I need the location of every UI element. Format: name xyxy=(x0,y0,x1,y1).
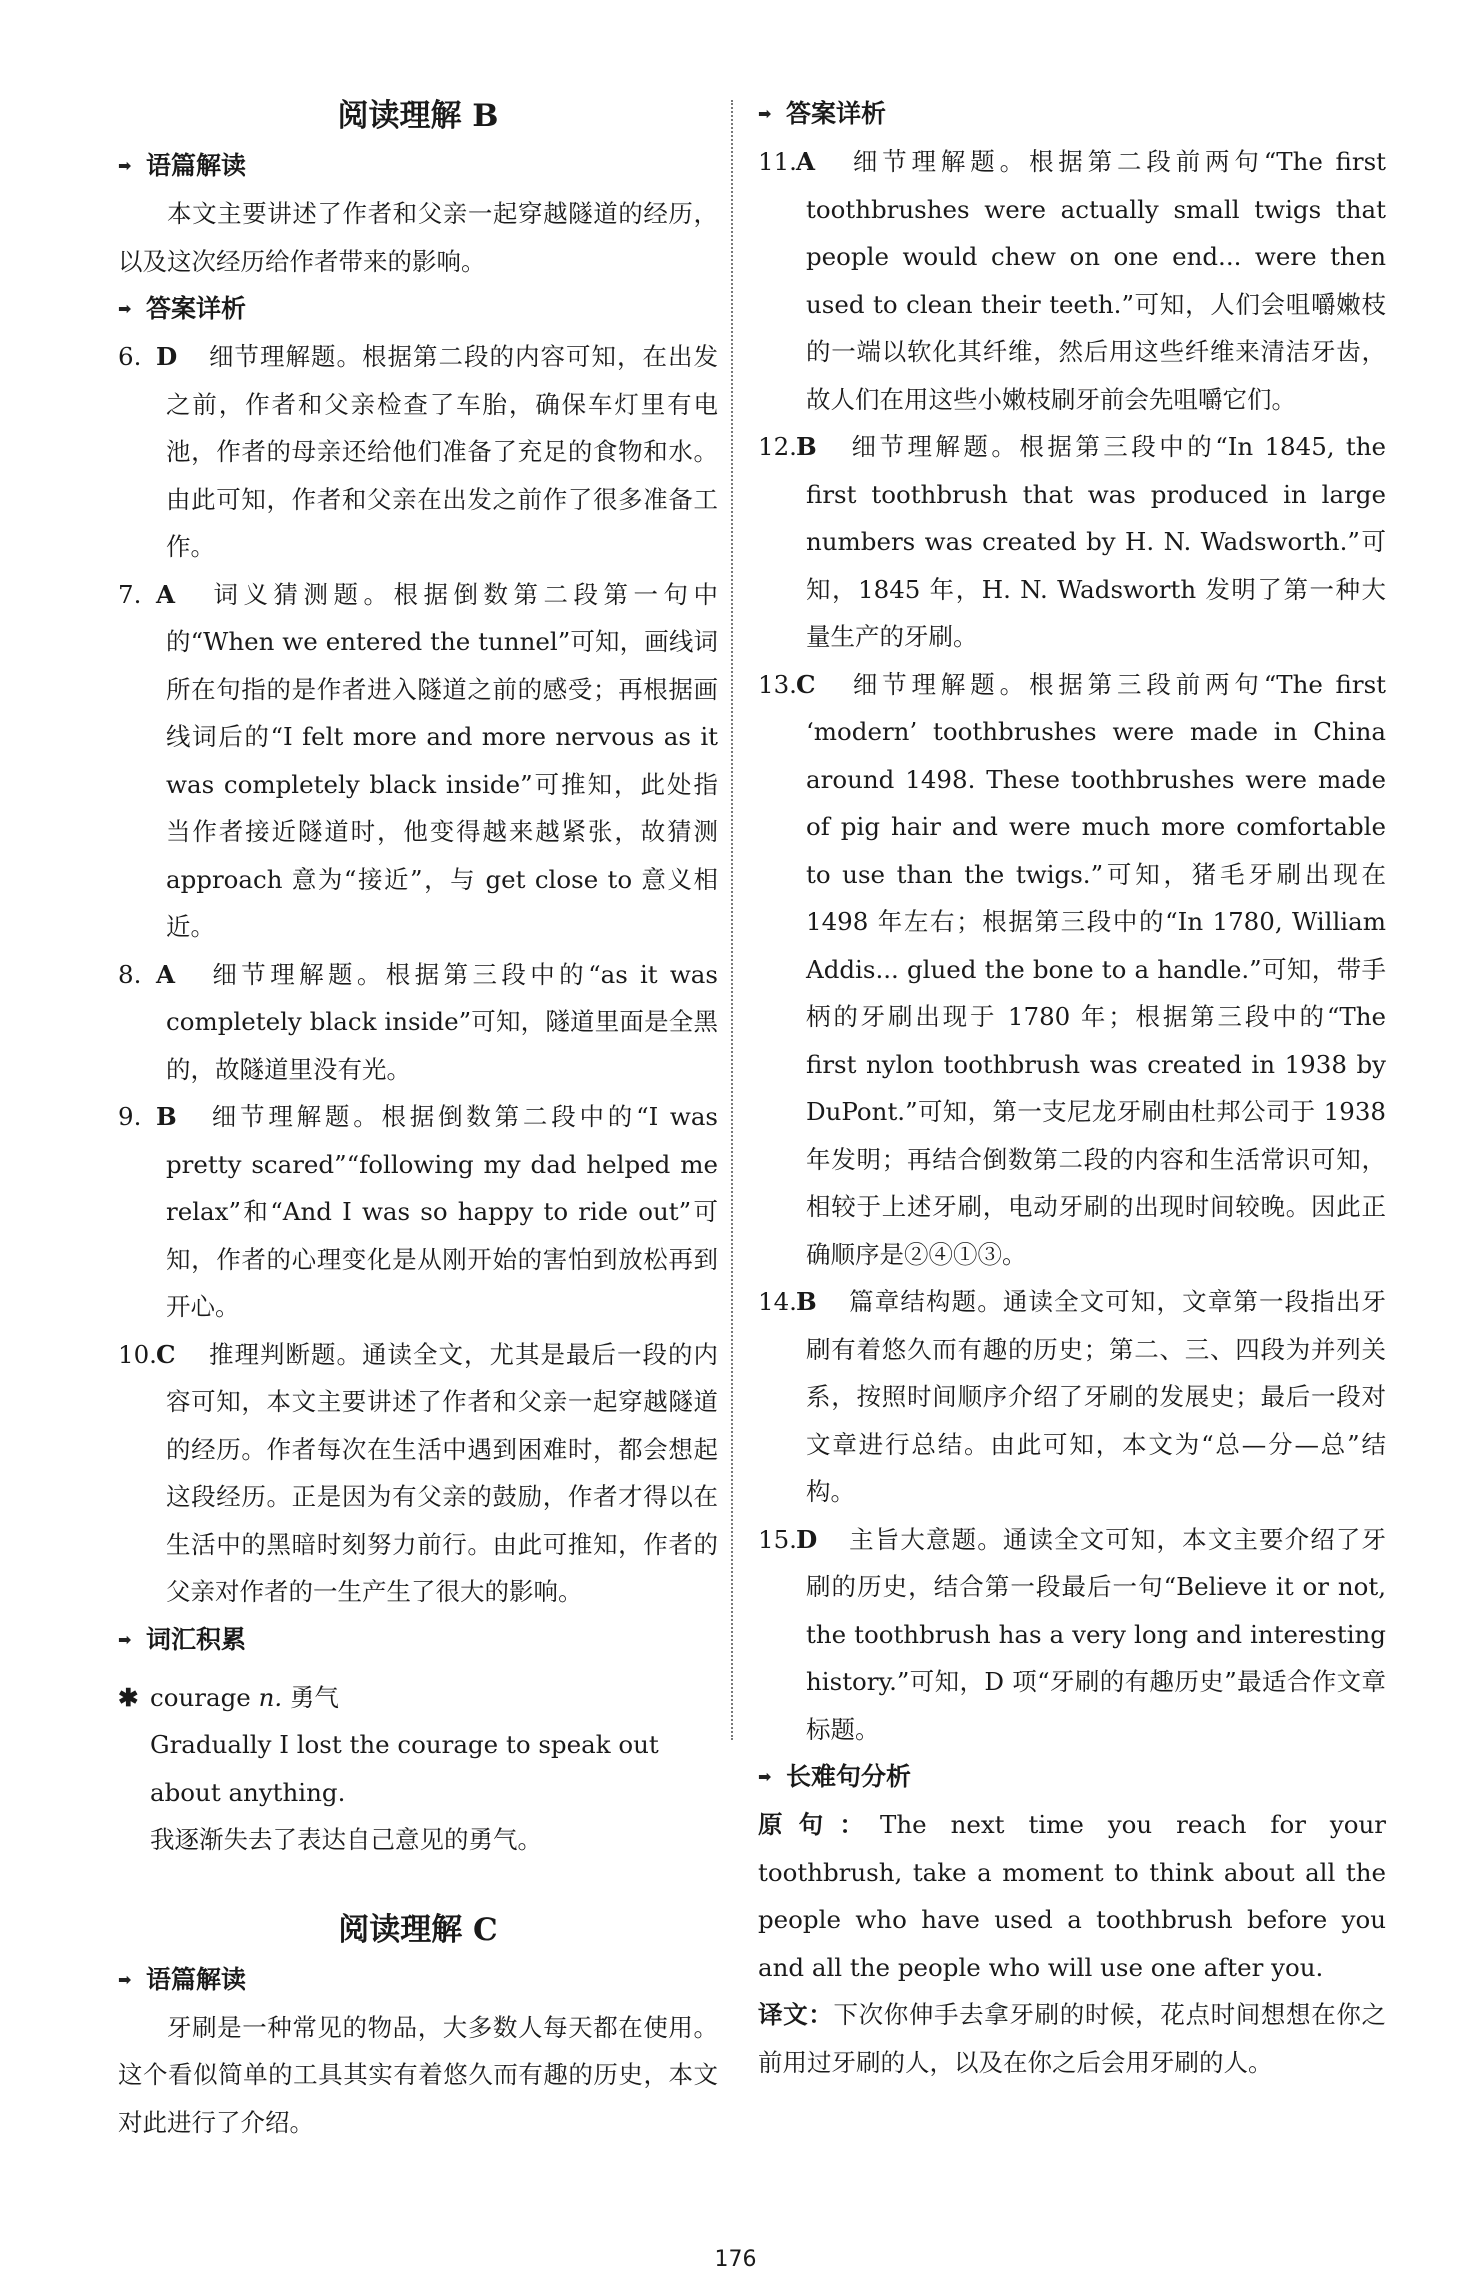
item-answer: D xyxy=(796,1524,818,1554)
vocab-headword-line xyxy=(118,1674,718,1722)
section-title-reading-c: 阅读理解 C xyxy=(338,1911,498,1948)
translated-sentence xyxy=(758,1991,1386,2086)
answer-item-11 xyxy=(758,138,1386,423)
answer-item-10 xyxy=(118,1331,718,1616)
vocab-part-of-speech: n. xyxy=(258,1682,283,1712)
item-number: 14. xyxy=(758,1287,797,1316)
subhead-label: 语篇解读 xyxy=(146,151,247,180)
item-answer: B xyxy=(796,432,817,461)
left-column xyxy=(118,90,718,2146)
item-answer: C xyxy=(796,669,816,699)
subhead-label: 长难句分析 xyxy=(786,1762,912,1791)
arrow-bullet-icon: ➡ xyxy=(118,156,132,175)
arrow-bullet-icon: ➡ xyxy=(758,104,772,123)
subhead-label: 答案详析 xyxy=(786,99,887,128)
item-number: 8. xyxy=(118,959,142,989)
subhead-label: 答案详析 xyxy=(146,294,247,323)
item-explanation: 细节理解题。根据倒数第二段中的“I was pretty scared”“following my dad helped me relax”和“And I was so happy to ride out”可知，作者的心理变化是从刚开始的害怕到放松再到开心。 xyxy=(166,1102,718,1321)
item-number: 15. xyxy=(758,1524,797,1554)
item-answer: A xyxy=(156,959,176,989)
item-answer: C xyxy=(156,1339,176,1369)
item-explanation: 推理判断题。通读全文，尤其是最后一段的内容可知，本文主要讲述了作者和父亲一起穿越隧道的经历。作者每次在生活中遇到困难时，都会想起这段经历。正是因为有父亲的鼓励，作者才得以在生活中的黑暗时刻努力前行。由此可推知，作者的父亲对作者的一生产生了很大的影响。 xyxy=(166,1339,718,1606)
item-explanation: 细节理解题。根据第三段前两句“The first ‘modern’ toothbrushes were made in China around 1498. These toothbrushes were made of pig hair and were much more comfortable to use than the twigs.”可知，猪毛牙刷出现在 1498 年左右；根据第三段中的“In 1780, William Addis... glued the bone to a handle.”可知，带手柄的牙刷出现于 1780 年；根据第三段中的“The first nylon toothbrush was created in 1938 by DuPont.”可知，第一支尼龙牙刷由杜邦公司于 1938 年发明；再结合倒数第二段的内容和生活常识可知，相较于上述牙刷，电动牙刷的出现时间较晚。因此正确顺序是②④①③。 xyxy=(806,669,1386,1269)
item-explanation: 细节理解题。根据第二段前两句“The first toothbrushes were actually small twigs that people would chew on one end... were then used to clean their teeth.”可知，人们会咀嚼嫩枝的一端以软化其纤维，然后用这些纤维来清洁牙齿，故人们在用这些小嫩枝刷牙前会先咀嚼它们。 xyxy=(806,147,1386,414)
item-number: 11. xyxy=(758,147,797,176)
section-title-reading-b: 阅读理解 B xyxy=(337,98,499,134)
item-explanation: 篇章结构题。通读全文可知，文章第一段指出牙刷有着悠久而有趣的历史；第二、三、四段为并列关系，按照时间顺序介绍了牙刷的发展史；最后一段对文章进行总结。由此可知，本文为“总—分—总”结构。 xyxy=(806,1287,1386,1506)
subhead-label: 语篇解读 xyxy=(146,1964,247,1994)
item-explanation: 细节理解题。根据第三段中的“as it was completely black inside”可知，隧道里面是全黑的，故隧道里没有光。 xyxy=(166,959,718,1084)
item-number: 12. xyxy=(758,432,797,461)
item-answer: B xyxy=(156,1102,177,1131)
column-divider xyxy=(731,100,733,1740)
vocab-word: courage xyxy=(150,1682,251,1712)
translation-text: 下次你伸手去拿牙刷的时候，花点时间想想在你之前用过牙刷的人，以及在你之后会用牙刷的人。 xyxy=(758,2000,1386,2077)
answer-item-6 xyxy=(118,333,718,571)
answer-item-12 xyxy=(758,423,1386,661)
item-number: 9. xyxy=(118,1102,142,1131)
passage-summary-b: 本文主要讲述了作者和父亲一起穿越隧道的经历，以及这次经历给作者带来的影响。 xyxy=(118,199,718,276)
item-explanation: 主旨大意题。通读全文可知，本文主要介绍了牙刷的历史，结合第一段最后一句“Believe it or not, the toothbrush has a very long and interesting history.”可知，D 项“牙刷的有趣历史”最适合作文章标题。 xyxy=(806,1524,1386,1744)
vocab-meaning: 勇气 xyxy=(289,1682,339,1712)
item-explanation: 细节理解题。根据第三段中的“In 1845, the first toothbrush that was produced in large numbers was created by H. N. Wadsworth.”可知，1845 年，H. N. Wadsworth 发明了第一种大量生产的牙刷。 xyxy=(806,432,1386,651)
original-sentence xyxy=(758,1801,1386,1991)
item-number: 6. xyxy=(118,342,142,371)
item-answer: B xyxy=(796,1287,817,1316)
subhead-answer-details-c xyxy=(758,90,1386,138)
item-explanation: 细节理解题。根据第二段的内容可知，在出发之前，作者和父亲检查了车胎，确保车灯里有电池，作者的母亲还给他们准备了充足的食物和水。由此可知，作者和父亲在出发之前作了很多准备工作。 xyxy=(166,342,718,561)
subhead-sentence-analysis xyxy=(758,1753,1386,1801)
translation-tag: 译文： xyxy=(758,2000,834,2029)
answer-item-9 xyxy=(118,1093,718,1331)
answer-item-13 xyxy=(758,661,1386,1279)
subhead-label: 词汇积累 xyxy=(146,1624,247,1654)
item-answer: A xyxy=(156,579,176,609)
answer-item-14 xyxy=(758,1278,1386,1516)
vocab-example-sentence: Gradually I lost the courage to speak out about anything. xyxy=(150,1730,659,1807)
passage-summary-c: 牙刷是一种常见的物品，大多数人每天都在使用。这个看似简单的工具其实有着悠久而有趣的历史，本文对此进行了介绍。 xyxy=(118,2012,718,2137)
item-explanation: 词义猜测题。根据倒数第二段第一句中的“When we entered the tunnel”可知，画线词所在句指的是作者进入隧道之前的感受；再根据画线词后的“I felt more and more nervous as it was completely black inside”可推知，此处指当作者接近隧道时，他变得越来越紧张，故猜测 approach 意为“接近”，与 get close to 意义相近。 xyxy=(166,579,718,941)
arrow-bullet-icon: ➡ xyxy=(118,1629,132,1649)
answer-item-7 xyxy=(118,571,718,951)
item-answer: A xyxy=(796,147,816,176)
subhead-passage-summary-c xyxy=(118,1956,718,2004)
vocab-example-translation: 我逐渐失去了表达自己意见的勇气。 xyxy=(150,1825,542,1854)
original-text: The next time you reach for your toothbrush, take a moment to think about all the people who have used a toothbrush before you and all the people who will use one after you. xyxy=(758,1810,1386,1982)
arrow-bullet-icon: ➡ xyxy=(118,299,132,318)
arrow-bullet-icon: ➡ xyxy=(118,1969,132,1989)
item-number: 7. xyxy=(118,579,142,609)
page-number: 176 xyxy=(714,2247,757,2272)
answer-item-8 xyxy=(118,951,718,1094)
subhead-vocabulary xyxy=(118,1616,718,1664)
item-answer: D xyxy=(156,342,178,371)
subhead-passage-summary xyxy=(118,142,718,190)
subhead-answer-details xyxy=(118,285,718,333)
item-number: 13. xyxy=(758,669,797,699)
arrow-bullet-icon: ➡ xyxy=(758,1767,772,1786)
original-tag: 原句： xyxy=(758,1810,880,1839)
item-number: 10. xyxy=(118,1339,157,1369)
vocabulary-entry xyxy=(118,1674,718,1864)
right-column xyxy=(758,90,1386,2086)
answer-item-15 xyxy=(758,1516,1386,1754)
star-bullet-icon: ✱ xyxy=(118,1682,139,1712)
